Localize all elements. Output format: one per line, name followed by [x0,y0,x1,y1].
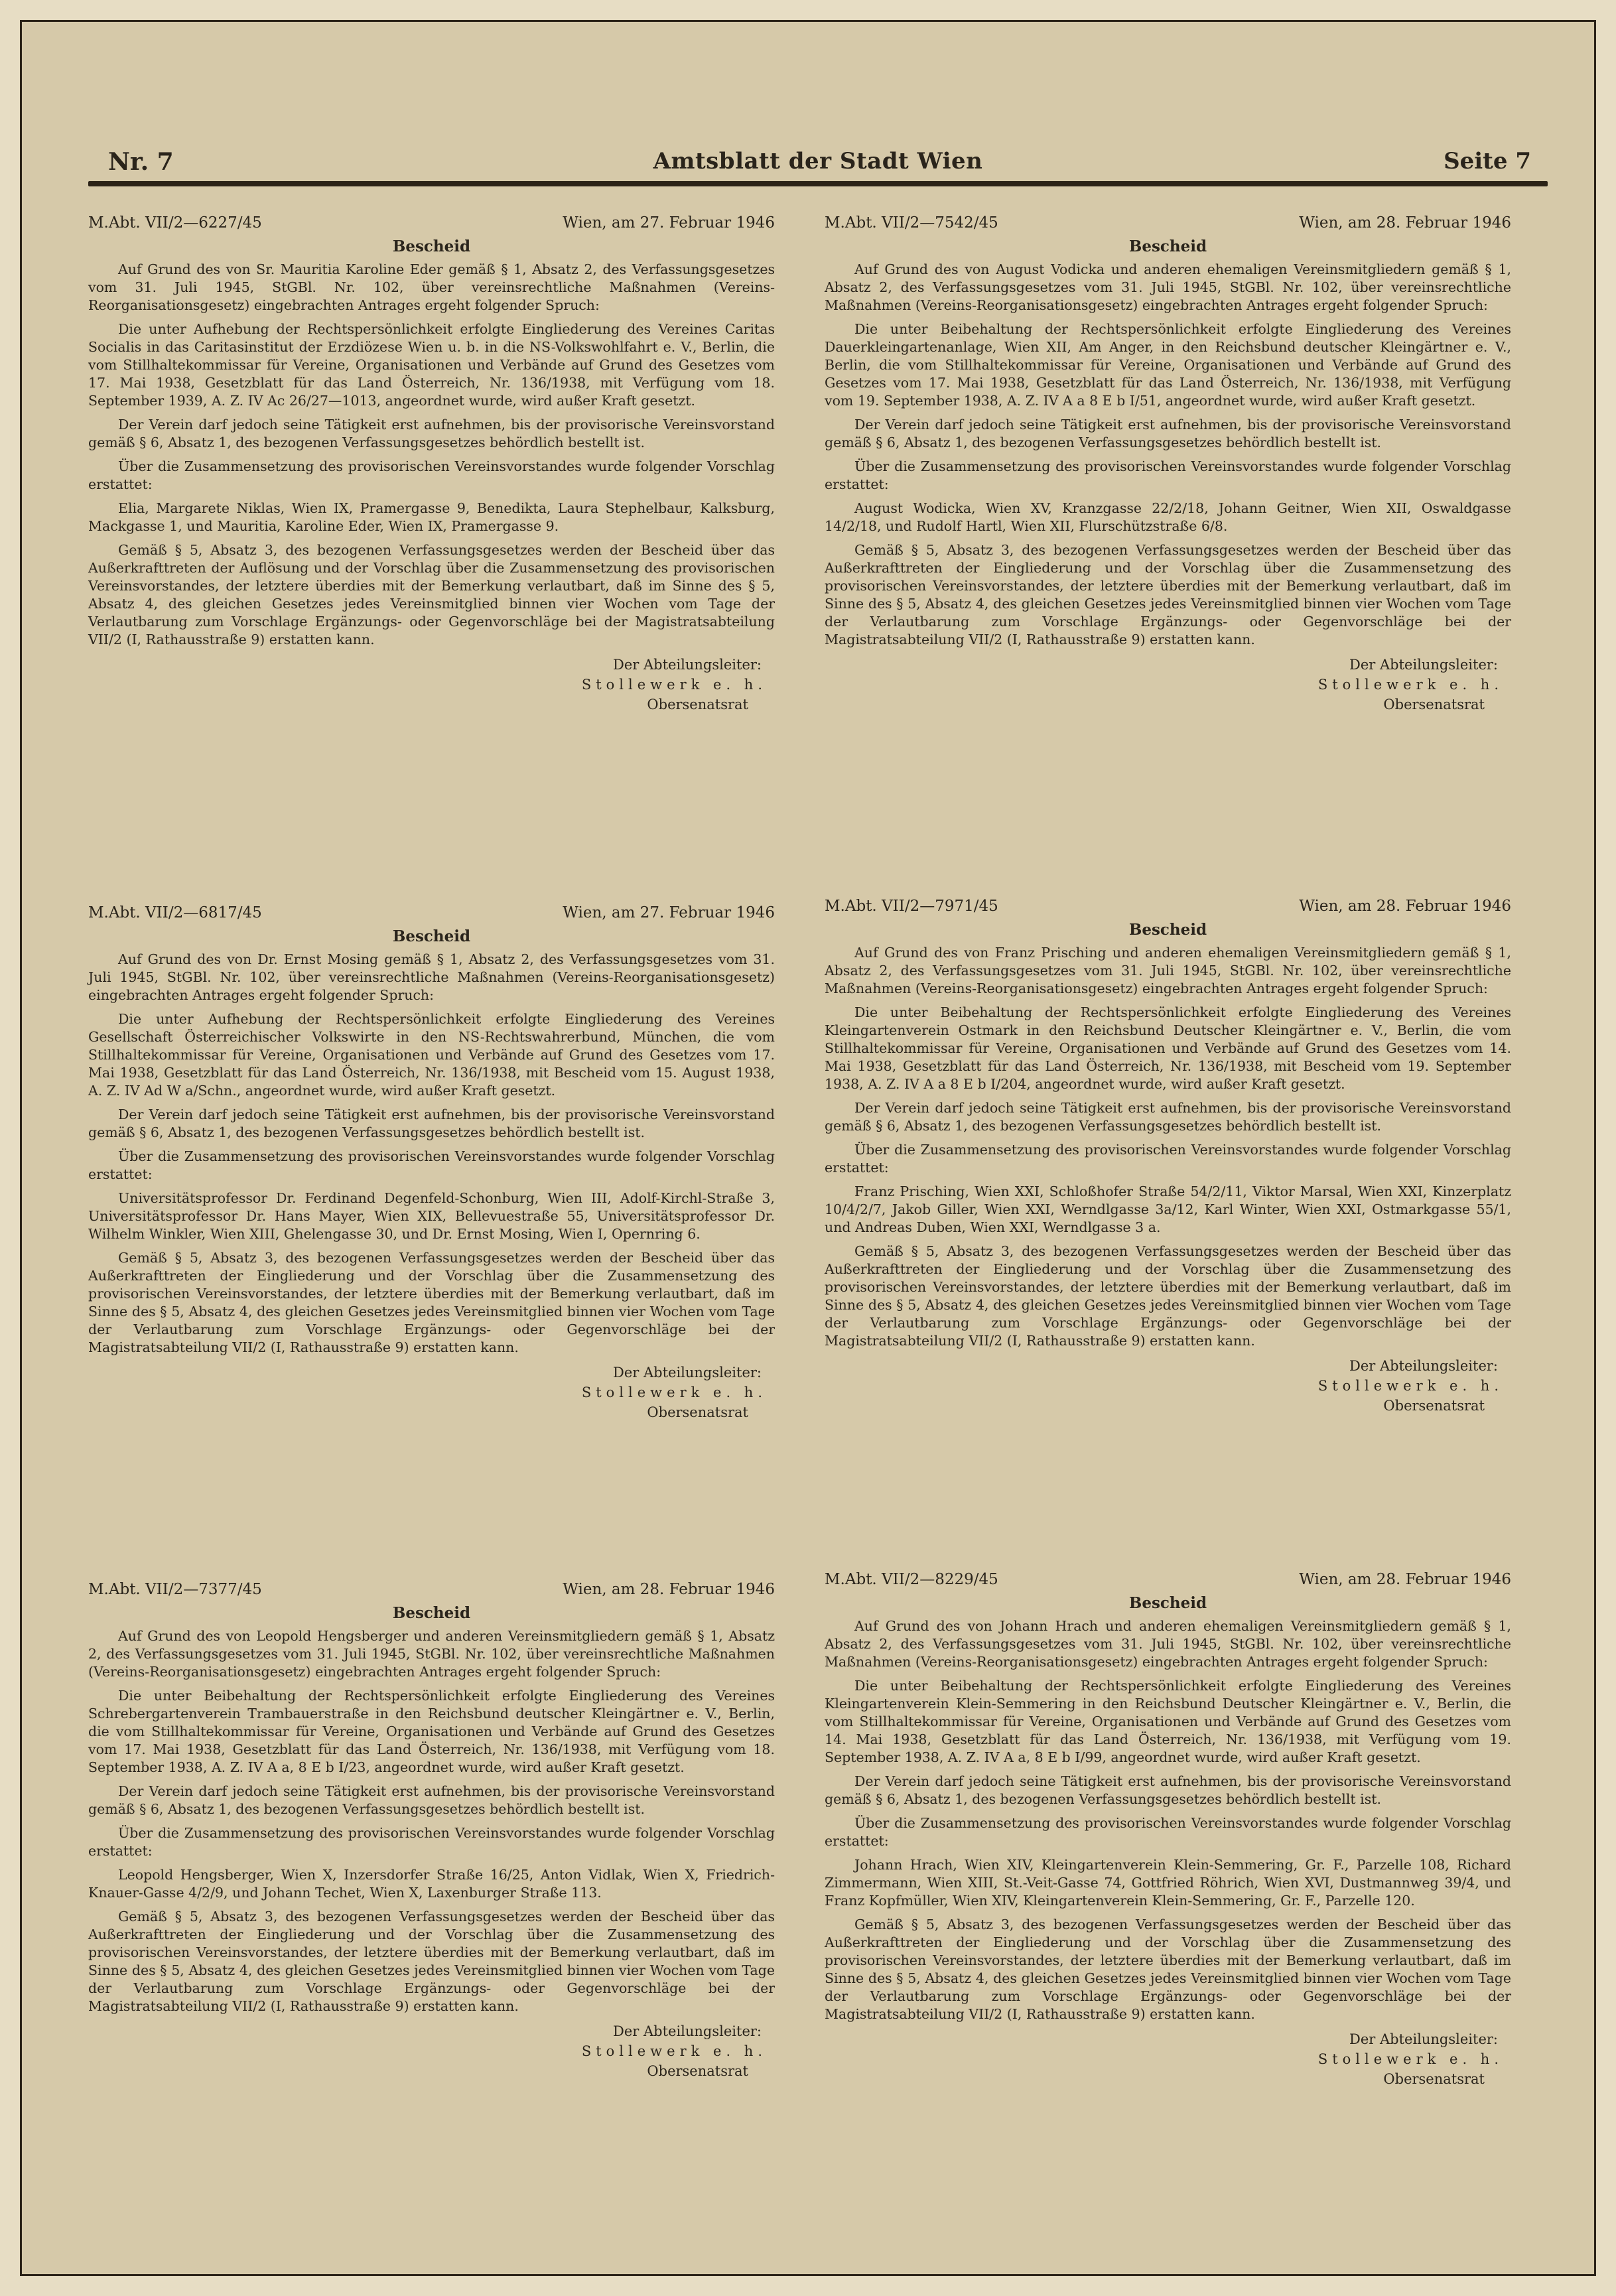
decree-reference: M.Abt. VII/2—7377/45 [88,1581,262,1598]
decree-meta [825,898,1511,920]
signature-name: Stollewerk e. h. [581,1384,767,1400]
signature-role: Der Abteilungsleiter: [1349,1358,1498,1374]
decree-paragraph: Gemäß § 5, Absatz 3, des bezogenen Verfassungsgesetzes werden der Bescheid über das Außerkrafttreten der Eingliederung und der Vorschlag über die Zusammensetzung des provisorischen Vereinsvorstandes, der letztere überdies mit der Bemerkung verlautbart, daß im Sinne des § 5, Absatz 4, des gleichen Gesetzes jedes Vereinsmitglied binnen vier Wochen vom Tage der Verlautbarung zum Vorschlage Ergänzungs- oder Gegenvorschläge bei der Magistratsabteilung VII/2 (I, Rathausstraße 9) erstatten kann. [825,1917,1511,2022]
decree-paragraph: Die unter Aufhebung der Rechtspersönlichkeit erfolgte Eingliederung des Vereines Caritas Socialis in das Caritasinstitut der Erzdiözese Wien u. b. in die NS-Volkswohlfahrt e. V., Berlin, die vom Stillhaltekommissar für Vereine, Organisationen und Verbände auf Grund des Gesetzes vom 17. Mai 1938, Gesetzblatt für das Land Österreich, Nr. 136/1938, mit Verfügung vom 18. September 1939, A. Z. IV Ac 26/27—1013, angeordnet wurde, wird außer Kraft gesetzt. [88,321,775,409]
decree-paragraph: Die unter Beibehaltung der Rechtspersönlichkeit erfolgte Eingliederung des Vereines Kleingartenverein Klein-Semmering in den Reichsbund Deutscher Kleingärtner e. V., Berlin, die vom Stillhaltekommissar für Vereine, Organisationen und Verbände auf Grund des Gesetzes vom 14. Mai 1938, Gesetzblatt für das Land Österreich, Nr. 136/1938, mit Verfügung vom 19. September 1938, A. Z. IV A a, 8 E b I/99, angeordnet wurde, wird außer Kraft gesetzt. [825,1678,1511,1765]
decree-reference: M.Abt. VII/2—7542/45 [825,214,998,232]
decree-title: Bescheid [1128,237,1207,255]
decree-reference: M.Abt. VII/2—8229/45 [825,1571,998,1588]
decree [825,898,1511,1416]
decree [88,904,775,1422]
signature-name: Stollewerk e. h. [1317,1378,1503,1394]
decree-date: Wien, am 28. Februar 1946 [563,1581,775,1598]
decree-paragraph: Auf Grund des von Dr. Ernst Mosing gemäß § 1, Absatz 2, des Verfassungsgesetzes vom 31. Juli 1945, StGBl. Nr. 102, über vereinsrechtliche Maßnahmen (Vereins-Reorganisationsgesetz) eingebrachten Antrages ergeht folgender Spruch: [88,951,775,1003]
decree-paragraph: Der Verein darf jedoch seine Tätigkeit erst aufnehmen, bis der provisorische Vereinsvorstand gemäß § 6, Absatz 1, des bezogenen Verfassungsgesetzes behördlich bestellt ist. [825,1100,1511,1134]
decree-paragraph: Gemäß § 5, Absatz 3, des bezogenen Verfassungsgesetzes werden der Bescheid über das Außerkrafttreten der Eingliederung und der Vorschlag über die Zusammensetzung des provisorischen Vereinsvorstandes, der letztere überdies mit der Bemerkung verlautbart, daß im Sinne des § 5, Absatz 4, des gleichen Gesetzes jedes Vereinsmitglied binnen vier Wochen vom Tage der Verlautbarung zum Vorschlage Ergänzungs- oder Gegenvorschläge bei der Magistratsabteilung VII/2 (I, Rathausstraße 9) erstatten kann. [825,542,1511,647]
decree-paragraph: Der Verein darf jedoch seine Tätigkeit erst aufnehmen, bis der provisorische Vereinsvorstand gemäß § 6, Absatz 1, des bezogenen Verfassungsgesetzes behördlich bestellt ist. [88,1107,775,1140]
publication-title: Amtsblatt der Stadt Wien [653,148,983,174]
decree-paragraph: Der Verein darf jedoch seine Tätigkeit erst aufnehmen, bis der provisorische Vereinsvorstand gemäß § 6, Absatz 1, des bezogenen Verfassungsgesetzes behördlich bestellt ist. [825,417,1511,450]
signature-block [88,2021,775,2081]
signature-block [88,1363,775,1422]
signature-rank: Obersenatsrat [647,697,748,712]
signature-name: Stollewerk e. h. [1317,677,1503,693]
signature-role: Der Abteilungsleiter: [613,2023,762,2039]
decree-date: Wien, am 28. Februar 1946 [1299,898,1511,915]
decree-paragraph: Franz Prisching, Wien XXI, Schloßhofer Straße 54/2/11, Viktor Marsal, Wien XXI, Kinzerplatz 10/4/2/7, Jakob Giller, Wien XXI, Werndlgasse 3a/12, Karl Winter, Wien XXI, Ostmarkgasse 55/1, und Andreas Duben, Wien XXI, Werndlgasse 3 a. [825,1183,1511,1235]
decree-paragraph: Der Verein darf jedoch seine Tätigkeit erst aufnehmen, bis der provisorische Vereinsvorstand gemäß § 6, Absatz 1, des bezogenen Verfassungsgesetzes behördlich bestellt ist. [825,1773,1511,1807]
decree-reference: M.Abt. VII/2—6817/45 [88,904,262,921]
issue-number: Nr. 7 [108,148,174,176]
decree-title: Bescheid [392,237,471,255]
header-rule [88,181,1548,186]
decree-paragraph: Leopold Hengsberger, Wien X, Inzersdorfer Straße 16/25, Anton Vidlak, Wien X, Friedrich-Knauer-Gasse 4/2/9, und Johann Techet, Wien X, Laxenburger Straße 113. [88,1867,775,1901]
decree-paragraph: Die unter Beibehaltung der Rechtspersönlichkeit erfolgte Eingliederung des Vereines Dauerkleingartenanlage, Wien XII, Am Anger, in den Reichsbund deutscher Kleingärtner e. V., Berlin, die vom Stillhaltekommissar für Vereine, Organisationen und Verbände auf Grund des Gesetzes vom 17. Mai 1938, Gesetzblatt für das Land Österreich, Nr. 136/1938, mit Verfügung vom 19. September 1938, A. Z. IV A a 8 E b I/51, angeordnet wurde, wird außer Kraft gesetzt. [825,321,1511,409]
decree [88,214,775,714]
decree [825,214,1511,714]
decree-paragraph: Über die Zusammensetzung des provisorischen Vereinsvorstandes wurde folgender Vorschlag erstattet: [825,1142,1511,1176]
signature-role: Der Abteilungsleiter: [613,1365,762,1381]
decree-reference: M.Abt. VII/2—7971/45 [825,898,998,915]
decree-paragraph: Über die Zusammensetzung des provisorischen Vereinsvorstandes wurde folgender Vorschlag erstattet: [825,458,1511,492]
signature-block [825,655,1511,714]
decree-paragraph: Gemäß § 5, Absatz 3, des bezogenen Verfassungsgesetzes werden der Bescheid über das Außerkrafttreten der Eingliederung und der Vorschlag über die Zusammensetzung des provisorischen Vereinsvorstandes, der letztere überdies mit der Bemerkung verlautbart, daß im Sinne des § 5, Absatz 4, des gleichen Gesetzes jedes Vereinsmitglied binnen vier Wochen vom Tage der Verlautbarung zum Vorschlage Ergänzungs- oder Gegenvorschläge bei der Magistratsabteilung VII/2 (I, Rathausstraße 9) erstatten kann. [88,1250,775,1355]
decree-paragraph: Auf Grund des von Sr. Mauritia Karoline Eder gemäß § 1, Absatz 2, des Verfassungsgesetzes vom 31. Juli 1945, StGBl. Nr. 102, über vereinsrechtliche Maßnahmen (Vereins-Reorganisationsgesetz) eingebrachten Antrages ergeht folgender Spruch: [88,261,775,313]
decree-meta [88,214,775,237]
signature-rank: Obersenatsrat [647,1404,748,1420]
decree-paragraph: Gemäß § 5, Absatz 3, des bezogenen Verfassungsgesetzes werden der Bescheid über das Außerkrafttreten der Auflösung und der Vorschlag über die Zusammensetzung des provisorischen Vereinsvorstandes, der letztere überdies mit der Bemerkung verlautbart, daß im Sinne des § 5, Absatz 4, des gleichen Gesetzes jedes Vereinsmitglied binnen vier Wochen vom Tage der Verlautbarung zum Vorschlage Ergänzungs- oder Gegenvorschläge bei der Magistratsabteilung VII/2 (I, Rathausstraße 9) erstatten kann. [88,542,775,647]
decree-paragraph: Über die Zusammensetzung des provisorischen Vereinsvorstandes wurde folgender Vorschlag erstattet: [88,458,775,492]
signature-role: Der Abteilungsleiter: [1349,2031,1498,2047]
decree-paragraph: Die unter Beibehaltung der Rechtspersönlichkeit erfolgte Eingliederung des Vereines Schrebergartenverein Trambauerstraße in den Reichsbund deutscher Kleingärtner e. V., Berlin, die vom Stillhaltekommissar für Vereine, Organisationen und Verbände auf Grund des Gesetzes vom 17. Mai 1938, Gesetzblatt für das Land Österreich, Nr. 136/1938, mit Verfügung vom 18. September 1938, A. Z. IV A a, 8 E b I/23, angeordnet wurde, wird außer Kraft gesetzt. [88,1688,775,1775]
decree-paragraph: Über die Zusammensetzung des provisorischen Vereinsvorstandes wurde folgender Vorschlag erstattet: [88,1148,775,1182]
decree-paragraph: Johann Hrach, Wien XIV, Kleingartenverein Klein-Semmering, Gr. F., Parzelle 108, Richard Zimmermann, Wien XIII, St.-Veit-Gasse 74, Gottfried Röhrich, Wien XVI, Dustmannweg 39/4, und Franz Kopfmüller, Wien XIV, Kleingartenverein Klein-Semmering, Gr. F., Parzelle 120. [825,1857,1511,1909]
newspaper-page [20,20,1596,2276]
signature-rank: Obersenatsrat [1383,1398,1485,1414]
decree-date: Wien, am 28. Februar 1946 [1299,214,1511,232]
decree-meta [825,1571,1511,1593]
decree-title: Bescheid [1128,921,1207,939]
signature-rank: Obersenatsrat [647,2063,748,2079]
signature-block [88,655,775,714]
decree-title: Bescheid [392,927,471,945]
decree-paragraph: Gemäß § 5, Absatz 3, des bezogenen Verfassungsgesetzes werden der Bescheid über das Außerkrafttreten der Eingliederung und der Vorschlag über die Zusammensetzung des provisorischen Vereinsvorstandes, der letztere überdies mit der Bemerkung verlautbart, daß im Sinne des § 5, Absatz 4, des gleichen Gesetzes jedes Vereinsmitglied binnen vier Wochen vom Tage der Verlautbarung zum Vorschlage Ergänzungs- oder Gegenvorschläge bei der Magistratsabteilung VII/2 (I, Rathausstraße 9) erstatten kann. [825,1243,1511,1349]
decree-meta [88,1581,775,1603]
signature-rank: Obersenatsrat [1383,2071,1485,2087]
signature-block [825,2029,1511,2089]
decree-paragraph: Über die Zusammensetzung des provisorischen Vereinsvorstandes wurde folgender Vorschlag erstattet: [88,1825,775,1859]
decree-paragraph: Auf Grund des von Franz Prisching und anderen ehemaligen Vereinsmitgliedern gemäß § 1, Absatz 2, des Verfassungsgesetzes vom 31. Juli 1945, StGBl. Nr. 102, über vereinsrechtliche Maßnahmen (Vereins-Reorganisationsgesetz) eingebrachten Antrages ergeht folgender Spruch: [825,945,1511,996]
decree-paragraph: Über die Zusammensetzung des provisorischen Vereinsvorstandes wurde folgender Vorschlag erstattet: [825,1815,1511,1849]
decree-title: Bescheid [392,1604,471,1622]
decree-meta [825,214,1511,237]
decree-paragraph: Die unter Beibehaltung der Rechtspersönlichkeit erfolgte Eingliederung des Vereines Kleingartenverein Ostmark in den Reichsbund Deutscher Kleingärtner e. V., Berlin, die vom Stillhaltekommissar für Vereine, Organisationen und Verbände auf Grund des Gesetzes vom 14. Mai 1938, Gesetzblatt für das Land Österreich, Nr. 136/1938, mit Bescheid vom 19. September 1938, A. Z. IV A a 8 E b I/204, angeordnet wurde, wird außer Kraft gesetzt. [825,1004,1511,1092]
signature-name: Stollewerk e. h. [581,2043,767,2059]
decree-paragraph: Gemäß § 5, Absatz 3, des bezogenen Verfassungsgesetzes werden der Bescheid über das Außerkrafttreten der Eingliederung und der Vorschlag über die Zusammensetzung des provisorischen Vereinsvorstandes, der letztere überdies mit der Bemerkung verlautbart, daß im Sinne des § 5, Absatz 4, des gleichen Gesetzes jedes Vereinsmitglied binnen vier Wochen vom Tage der Verlautbarung zum Vorschlage Ergänzungs- oder Gegenvorschläge bei der Magistratsabteilung VII/2 (I, Rathausstraße 9) erstatten kann. [88,1909,775,2014]
decree-paragraph: Die unter Aufhebung der Rechtspersönlichkeit erfolgte Eingliederung des Vereines Gesellschaft Österreichischer Volkswirte in den NS-Rechtswahrerbund, München, die vom Stillhaltekommissar für Vereine, Organisationen und Verbände auf Grund des Gesetzes vom 17. Mai 1938, Gesetzblatt für das Land Österreich, Nr. 136/1938, mit Bescheid vom 15. August 1938, A. Z. IV Ad W a/Schn., angeordnet wurde, wird außer Kraft gesetzt. [88,1011,775,1099]
signature-rank: Obersenatsrat [1383,697,1485,712]
decree-paragraph: Der Verein darf jedoch seine Tätigkeit erst aufnehmen, bis der provisorische Vereinsvorstand gemäß § 6, Absatz 1, des bezogenen Verfassungsgesetzes behördlich bestellt ist. [88,417,775,450]
signature-name: Stollewerk e. h. [581,677,767,693]
decree-date: Wien, am 27. Februar 1946 [563,904,775,921]
signature-block [825,1356,1511,1416]
signature-role: Der Abteilungsleiter: [613,657,762,673]
decree-paragraph: Der Verein darf jedoch seine Tätigkeit erst aufnehmen, bis der provisorische Vereinsvorstand gemäß § 6, Absatz 1, des bezogenen Verfassungsgesetzes behördlich bestellt ist. [88,1783,775,1817]
decree-paragraph: Auf Grund des von August Vodicka und anderen ehemaligen Vereinsmitgliedern gemäß § 1, Absatz 2, des Verfassungsgesetzes vom 31. Juli 1945, StGBl. Nr. 102, über vereinsrechtliche Maßnahmen (Vereins-Reorganisationsgesetz) eingebrachten Antrages ergeht folgender Spruch: [825,261,1511,313]
decree-reference: M.Abt. VII/2—6227/45 [88,214,262,232]
decree-paragraph: Auf Grund des von Leopold Hengsberger und anderen Vereinsmitgliedern gemäß § 1, Absatz 2, des Verfassungsgesetzes vom 31. Juli 1945, StGBl. Nr. 102, über vereinsrechtliche Maßnahmen (Vereins-Reorganisationsgesetz) eingebrachten Antrages ergeht folgender Spruch: [88,1628,775,1680]
decree-paragraph: Auf Grund des von Johann Hrach und anderen ehemaligen Vereinsmitgliedern gemäß § 1, Absatz 2, des Verfassungsgesetzes vom 31. Juli 1945, StGBl. Nr. 102, über vereinsrechtliche Maßnahmen (Vereins-Reorganisationsgesetz) eingebrachten Antrages ergeht folgender Spruch: [825,1618,1511,1670]
signature-name: Stollewerk e. h. [1317,2051,1503,2067]
decree [88,1581,775,2081]
decree-title: Bescheid [1128,1594,1207,1612]
decree [825,1571,1511,2089]
decree-meta [88,904,775,927]
page-number: Seite 7 [1444,148,1531,174]
decree-date: Wien, am 27. Februar 1946 [563,214,775,232]
decree-paragraph: Universitätsprofessor Dr. Ferdinand Degenfeld-Schonburg, Wien III, Adolf-Kirchl-Straße 3, Universitätsprofessor Dr. Hans Mayer, Wien XIX, Bellevuestraße 55, Universitätsprofessor Dr. Wilhelm Winkler, Wien XIII, Ghelengasse 30, und Dr. Ernst Mosing, Wien I, Opernring 6. [88,1190,775,1242]
decree-paragraph: August Wodicka, Wien XV, Kranzgasse 22/2/18, Johann Geitner, Wien XII, Oswaldgasse 14/2/18, und Rudolf Hartl, Wien XII, Flurschützstraße 6/8. [825,500,1511,534]
decree-paragraph: Elia, Margarete Niklas, Wien IX, Pramergasse 9, Benedikta, Laura Stephelbaur, Kalksburg, Mackgasse 1, und Mauritia, Karoline Eder, Wien IX, Pramergasse 9. [88,500,775,534]
decree-date: Wien, am 28. Februar 1946 [1299,1571,1511,1588]
signature-role: Der Abteilungsleiter: [1349,657,1498,673]
